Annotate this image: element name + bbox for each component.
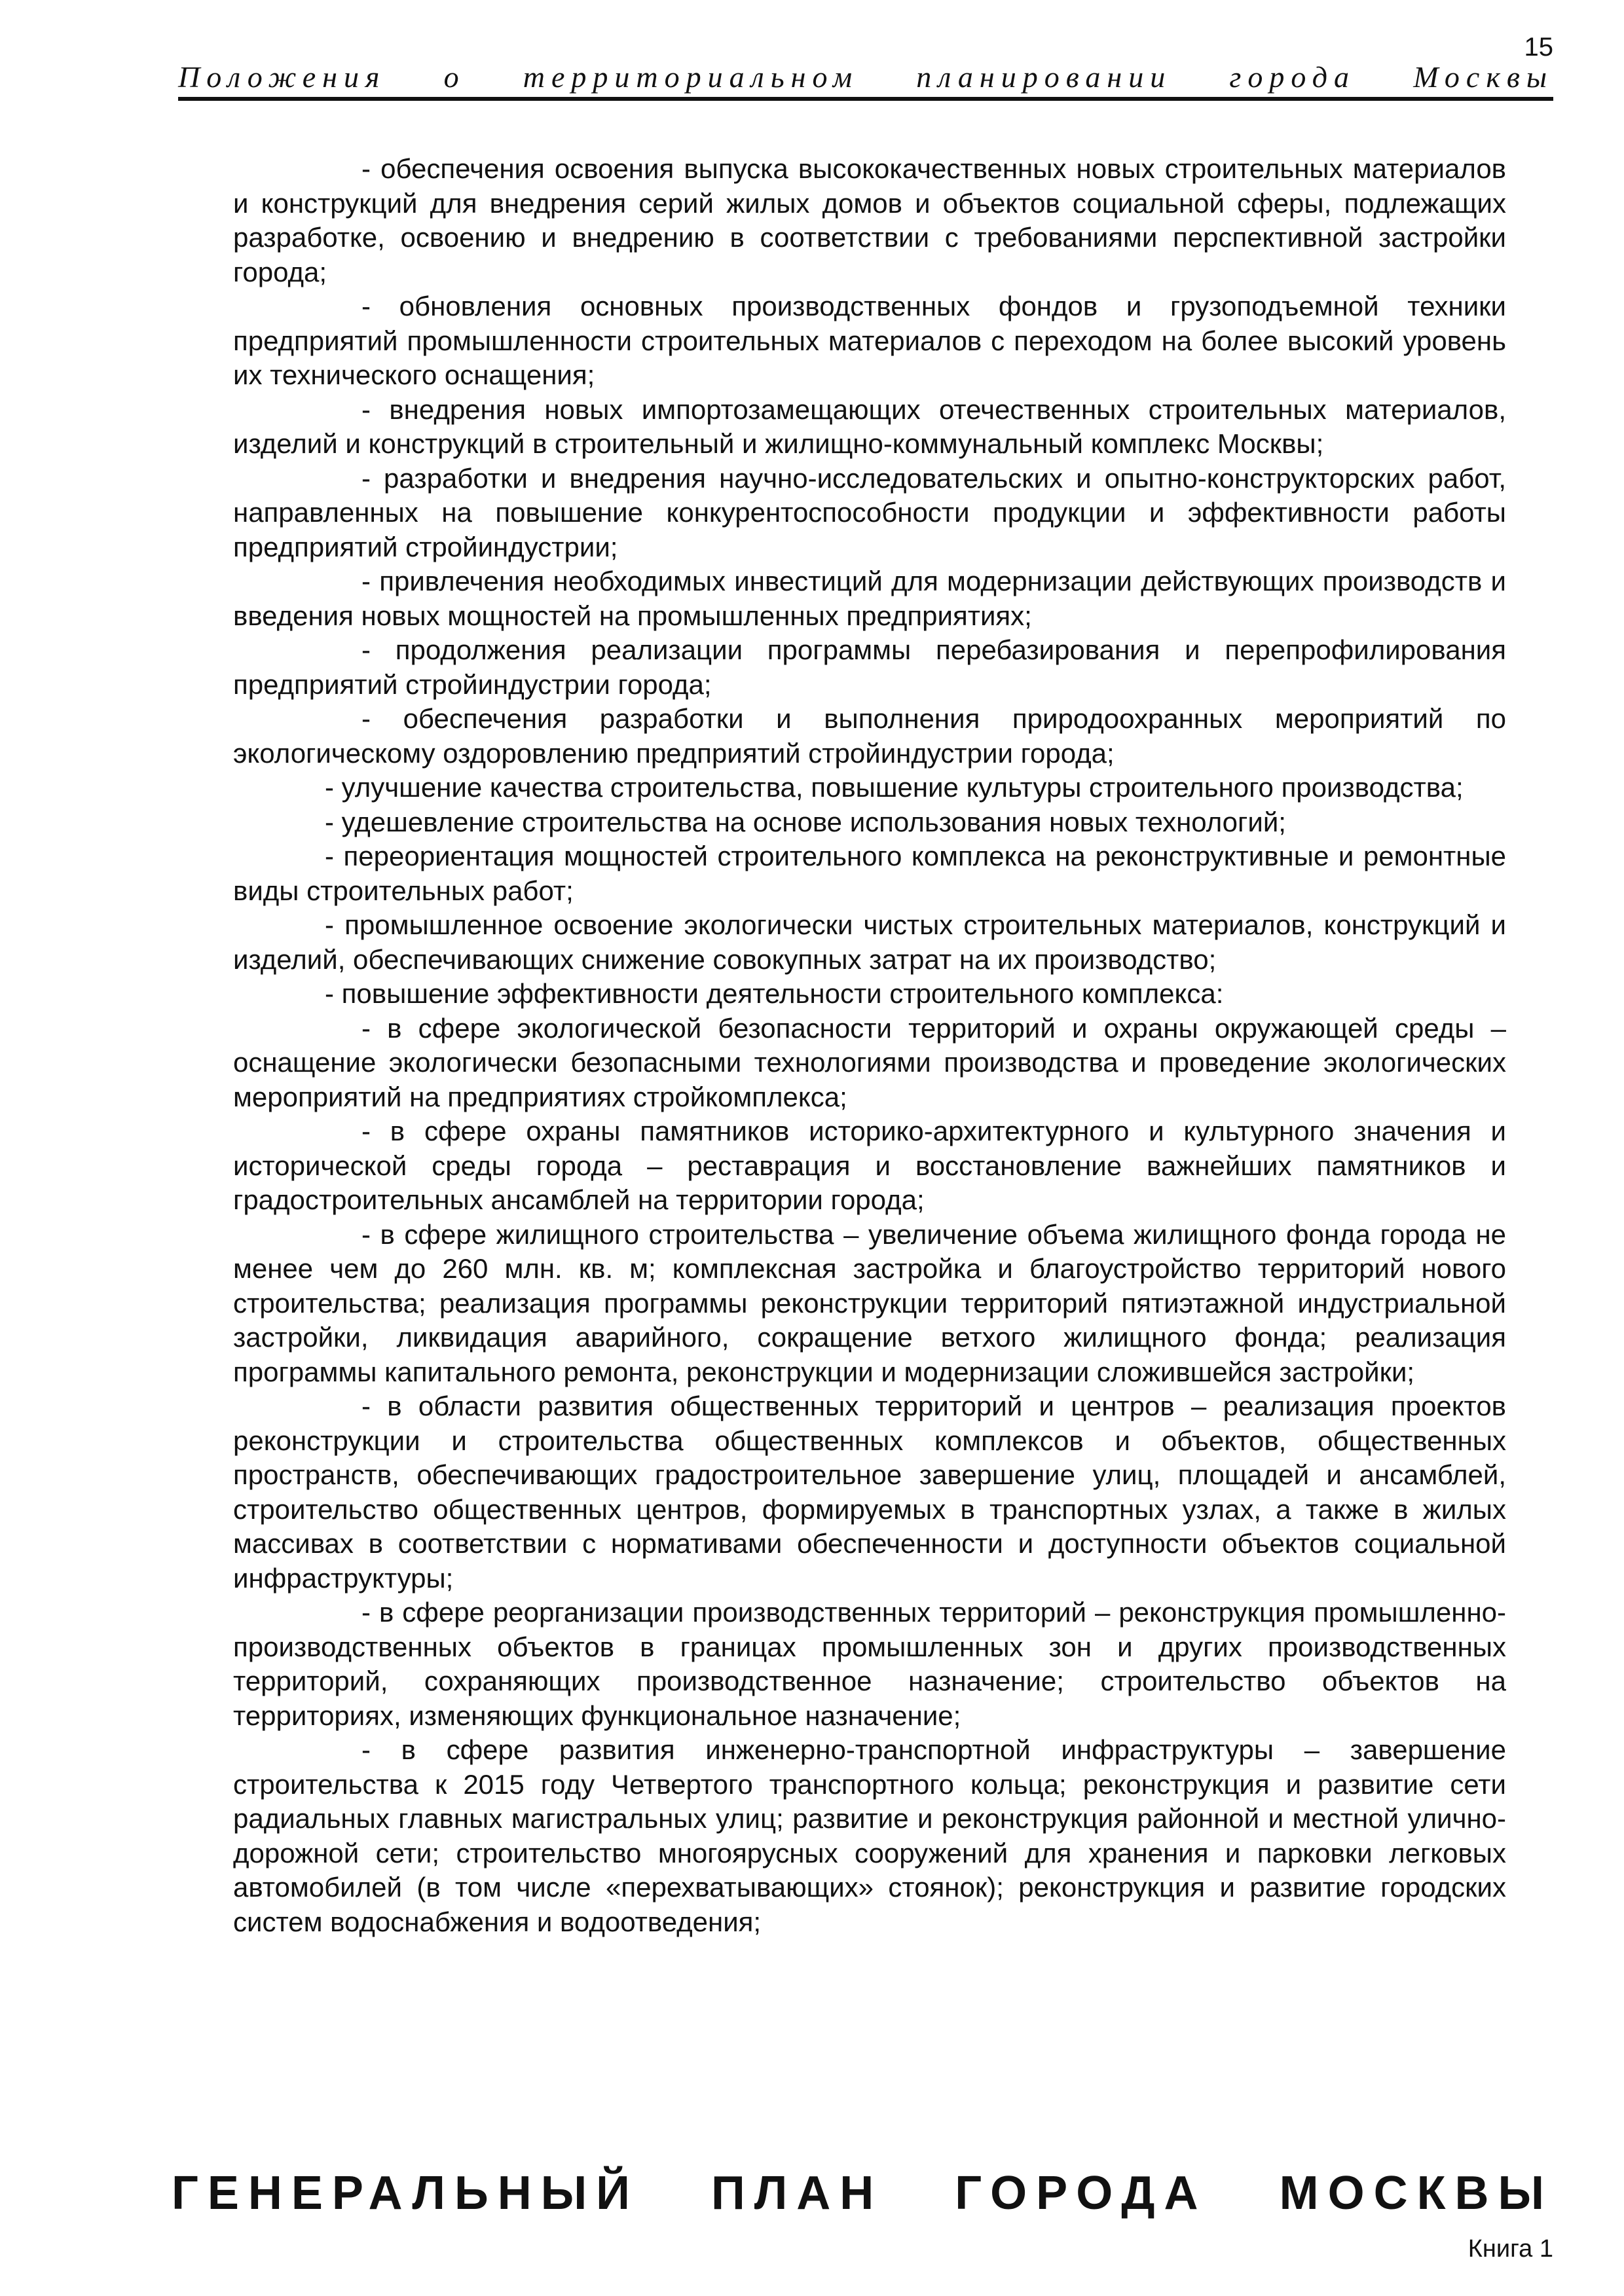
paragraph: - обеспечения освоения выпуска высококачественных новых строительных материалов и конструкций для внедрения серий жилых домов и объектов социальной сферы, подлежащих разработке, освоению и внедрению в соответствии с требованиями перспективной застройки города;: [233, 153, 1506, 287]
paragraph: - повышение эффективности деятельности строительного комплекса:: [325, 978, 1224, 1009]
paragraph: - продолжения реализации программы перебазирования и перепрофилирования предприятий стройиндустрии города;: [233, 634, 1506, 700]
paragraph: - удешевление строительства на основе использования новых технологий;: [325, 806, 1286, 837]
paragraph: - улучшение качества строительства, повышение культуры строительного производства;: [325, 772, 1464, 803]
paragraph: - переориентация мощностей строительного комплекса на реконструктивные и ремонтные виды строительных работ;: [233, 841, 1506, 906]
footer-title: ГЕНЕРАЛЬНЫЙ ПЛАН ГОРОДА МОСКВЫ: [172, 2167, 1553, 2219]
running-header: Положения о территориальном планировании города Москвы: [178, 60, 1553, 94]
paragraph: - в сфере охраны памятников историко-архитектурного и культурного значения и исторической среды города – реставрация и восстановление важнейших памятников и градостроительных ансамблей на территории города;: [233, 1116, 1506, 1215]
paragraph: - привлечения необходимых инвестиций для модернизации действующих производств и введения новых мощностей на промышленных предприятиях;: [233, 566, 1506, 631]
paragraph: - обновления основных производственных фондов и грузоподъемной техники предприятий промышленности строительных материалов с переходом на более высокий уровень их технического оснащения;: [233, 291, 1506, 390]
paragraph: - обеспечения разработки и выполнения природоохранных мероприятий по экологическому оздоровлению предприятий стройиндустрии города;: [233, 703, 1506, 769]
paragraph: - в сфере экологической безопасности территорий и охраны окружающей среды – оснащение экологически безопасными технологиями производства и проведение экологических мероприятий на предприятиях стройкомплекса;: [233, 1012, 1506, 1112]
paragraph: - в области развития общественных территорий и центров – реализация проектов реконструкции и строительства общественных комплексов и объектов, общественных пространств, обеспечивающих градостроительное завершение улиц, площадей и ансамблей, строительство общественных центров, формируемых в транспортных узлах, а также в жилых массивах в соответствии с нормативами обеспеченности и доступности объектов социальной инфраструктуры;: [233, 1391, 1506, 1594]
paragraph: - промышленное освоение экологически чистых строительных материалов, конструкций и изделий, обеспечивающих снижение совокупных затрат на их производство;: [233, 909, 1506, 975]
paragraph: - в сфере жилищного строительства – увеличение объема жилищного фонда города не менее чем до 260 млн. кв. м; комплексная застройка и благоустройство территорий нового строительства; реализация программы реконструкции территорий пятиэтажной индустриальной застройки, ликвидация аварийного, сокращение ветхого жилищного фонда; реализация программы капитального ремонта, реконструкции и модернизации сложившейся застройки;: [233, 1218, 1506, 1387]
document-body: [233, 152, 1506, 1939]
paragraph: - в сфере реорганизации производственных территорий – реконструкция промышленно-производственных объектов в границах промышленных зон и других производственных территорий, сохраняющих производственное назначение; строительство объектов на территориях, изменяющих функциональное назначение;: [233, 1597, 1506, 1731]
paragraph: - внедрения новых импортозамещающих отечественных строительных материалов, изделий и конструкций в строительный и жилищно-коммунальный комплекс Москвы;: [233, 393, 1506, 459]
paragraph: - разработки и внедрения научно-исследовательских и опытно-конструкторских работ, направленных на повышение конкурентоспособности продукции и эффективности работы предприятий стройиндустрии;: [233, 462, 1506, 562]
page-number: 15: [1524, 33, 1553, 62]
paragraph: - в сфере развития инженерно-транспортной инфраструктуры – завершение строительства к 2015 году Четвертого транспортного кольца; реконструкция и развитие сети радиальных главных магистральных улиц; развитие и реконструкция районной и местной улично-дорожной сети; строительство многоярусных сооружений для хранения и парковки легковых автомобилей (в том числе «перехватывающих» стоянок); реконструкция и развитие городских систем водоснабжения и водоотведения;: [233, 1734, 1506, 1937]
header-divider: [178, 97, 1553, 101]
book-label: Книга 1: [1467, 2235, 1553, 2263]
